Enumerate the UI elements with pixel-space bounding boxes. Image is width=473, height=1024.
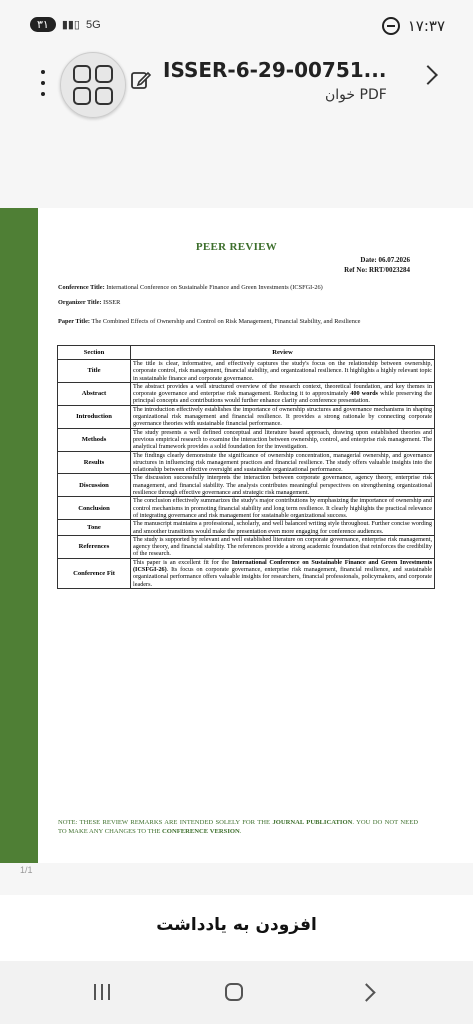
table-row <box>58 497 435 520</box>
table-row <box>58 535 435 558</box>
row-review: The abstract provides a well structured overview of the research context, theoretical foundation, and key themes in corporate governance and enterprise risk management. Reducing it to approximately 400 words while preserving the principal concepts and contributions would further enhance clarity and conference presentation. <box>131 382 435 405</box>
row-review: This paper is an excellent fit for the International Conference on Sustainable Finance and Green Investments (ICSFGI-26). Its focus on corporate governance, enterprise risk management, financial resilience, and sustainable organizational performance offers valuable insights for researchers, financial professionals, policymakers, and corporate leaders. <box>131 558 435 588</box>
table-row <box>58 558 435 588</box>
row-section: Results <box>58 451 131 474</box>
review-date: Date: 06.07.2026 <box>360 256 410 264</box>
document-subtitle: PDF خوان <box>325 87 387 103</box>
review-table <box>57 345 435 589</box>
row-review: The discussion successfully interprets the interaction between corporate governance, agency theory, enterprise risk management, and financial stability. The analysis contributes meaningful perspectives on strengthening organizational resilience through effective governance and strategic risk management. <box>131 474 435 497</box>
review-note: NOTE: THESE REVIEW REMARKS ARE INTENDED SOLELY FOR THE JOURNAL PUBLICATION. YOU DO NOT NEED TO MAKE ANY CHANGES TO THE CONFERENCE VERSION. <box>58 819 418 835</box>
status-right <box>382 17 445 35</box>
status-bar <box>0 0 473 52</box>
recent-apps-icon[interactable] <box>94 984 110 1000</box>
row-section: Methods <box>58 428 131 451</box>
section-header: Section <box>58 346 131 360</box>
row-section: Title <box>58 360 131 383</box>
table-row <box>58 405 435 428</box>
row-review: The title is clear, informative, and effectively captures the study's focus on the relationship between ownership, corporate control, risk management, financial stability, and organizational resilience. It highlights a highly relevant topic in sustainable finance and corporate governance. <box>131 360 435 383</box>
table-row <box>58 382 435 405</box>
page-heading: PEER REVIEW <box>195 241 278 253</box>
paper-label: Paper Title: <box>58 318 91 325</box>
row-review: The manuscript maintains a professional, scholarly, and well balanced writing style throughout. Further concise wording and smoother transitions would make the presentation even more engaging for conference audiences. <box>131 520 435 536</box>
notification-badge: ۳۱ <box>30 17 56 32</box>
table-row <box>58 428 435 451</box>
table-row <box>58 360 435 383</box>
status-left <box>30 17 101 32</box>
conference-value: International Conference on Sustainable Finance and Green Investments (ICSFGI-26) <box>106 284 323 291</box>
more-options-icon[interactable] <box>40 70 46 96</box>
table-row <box>58 474 435 497</box>
row-section: Conclusion <box>58 497 131 520</box>
row-section: References <box>58 535 131 558</box>
reference-number: Ref No: RRT/0023284 <box>344 266 410 274</box>
signal-icon: ▮▮▯ <box>61 19 80 31</box>
app-notification-icon <box>382 17 400 35</box>
page-number: 1/1 <box>20 865 33 875</box>
row-review: The study is supported by relevant and well established literature on corporate governance, enterprise risk management, agency theory, and financial stability. The references provide a strong academic foundation that reinforces the credibility of the research. <box>131 535 435 558</box>
network-label: 5G <box>86 18 101 31</box>
table-header-row <box>58 346 435 360</box>
review-header: Review <box>131 346 435 360</box>
row-section: Conference Fit <box>58 558 131 588</box>
edit-icon[interactable] <box>130 69 152 91</box>
row-section: Introduction <box>58 405 131 428</box>
clock: ۱۷:۳۷ <box>407 17 445 35</box>
row-section: Discussion <box>58 474 131 497</box>
organizer-label: Organizer Title: <box>58 299 102 306</box>
home-icon[interactable] <box>225 983 243 1001</box>
document-title: ISSER-6-29-00751... <box>163 58 387 82</box>
organizer-line <box>58 299 418 307</box>
page-accent-bar <box>0 208 38 863</box>
row-section: Tone <box>58 520 131 536</box>
system-nav-bar <box>0 961 473 1024</box>
table-row <box>58 520 435 536</box>
conference-label: Conference Title: <box>58 284 105 291</box>
row-review: The introduction effectively establishes the importance of ownership structures and governance mechanisms in shaping organizational risk management and financial resilience. It provides a strong rationale by connecting corporate governance theories with sustainable financial performance. <box>131 405 435 428</box>
table-row <box>58 451 435 474</box>
paper-title-line <box>58 318 418 326</box>
row-review: The findings clearly demonstrate the significance of ownership concentration, managerial ownership, and governance structures in influencing risk management practices and financial resilience. The study offers valuable insights into the relationship between effective oversight and sustainable organizational performance. <box>131 451 435 474</box>
app-toolbar <box>0 52 473 118</box>
chevron-right-icon[interactable] <box>418 65 438 85</box>
date-ref-block <box>344 255 410 275</box>
paper-value: The Combined Effects of Ownership and Control on Risk Management, Financial Stability, and Resilience <box>91 318 361 325</box>
add-to-note-bar[interactable] <box>0 895 473 961</box>
apps-grid-icon[interactable] <box>60 52 126 118</box>
pdf-page[interactable] <box>0 208 473 875</box>
row-section: Abstract <box>58 382 131 405</box>
conference-line <box>58 284 418 292</box>
row-review: The study presents a well defined conceptual and literature based approach, drawing upon established theories and previous empirical research to examine the interaction between ownership, control, and enterprise risk management. The analytical framework provides a solid foundation for the investigation. <box>131 428 435 451</box>
organizer-value: ISSER <box>103 299 121 306</box>
back-chevron-icon[interactable] <box>357 983 375 1001</box>
row-review: The conclusion effectively summarizes the study's major contributions by emphasizing the importance of ownership and control mechanisms in promoting financial stability and long term resilience. It clearly highlights the practical relevance of integrating governance and risk management for sustainable organizational success. <box>131 497 435 520</box>
add-to-note-button[interactable]: افزودن به یادداشت <box>156 915 317 935</box>
